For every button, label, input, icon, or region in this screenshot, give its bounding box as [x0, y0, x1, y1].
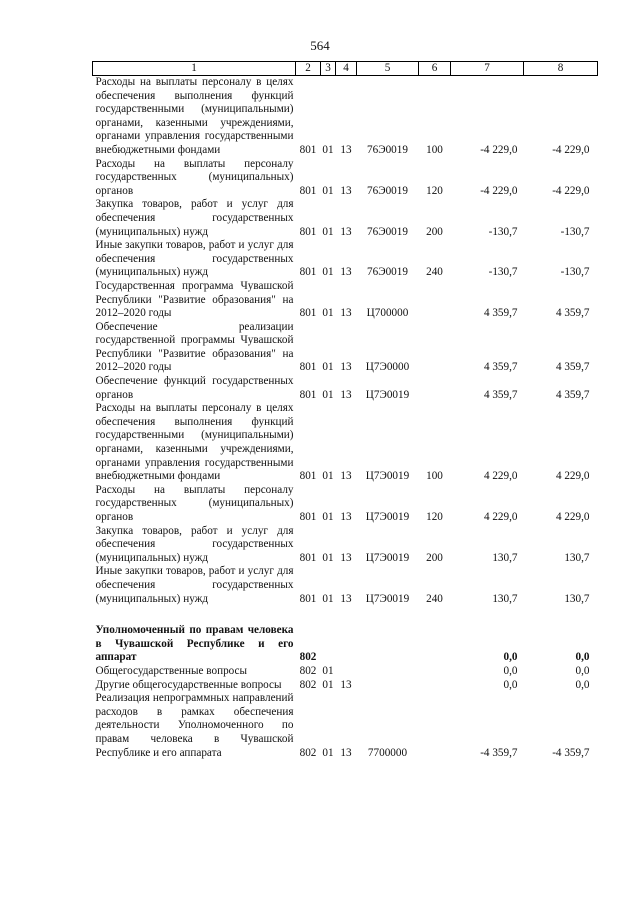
row-target: 76Э0019 [367, 184, 408, 197]
table-row [93, 76, 598, 158]
row-subsection: 13 [340, 143, 352, 156]
header-cell: 5 [357, 62, 419, 76]
row-code: 801 [299, 388, 317, 401]
row-amount-1: 0,0 [503, 664, 518, 677]
row-section: 01 [322, 307, 334, 320]
header-cell: 7 [451, 62, 524, 76]
row-type: 100 [426, 470, 443, 483]
row-subsection: 13 [340, 388, 352, 401]
row-target: 76Э0019 [367, 225, 408, 238]
row-type [419, 665, 451, 679]
row-amount-2: 130,7 [564, 592, 590, 605]
row-amount-1: 0,0 [503, 678, 518, 691]
row-target [357, 679, 419, 693]
row-name: Расходы на выплаты персоналу государственных (муниципальных) органов [95, 157, 294, 197]
row-section: 01 [322, 388, 334, 401]
row-target: 7700000 [367, 746, 408, 759]
row-target: Ц7Э0019 [365, 551, 410, 564]
table-row [93, 665, 598, 679]
row-name: Уполномоченный по правам человека в Чувашской Республике и его аппарат [95, 624, 294, 664]
row-amount-2: 4 359,7 [555, 361, 590, 374]
row-target [357, 624, 419, 665]
row-amount-2: 130,7 [564, 551, 590, 564]
row-name: Расходы на выплаты персоналу государственных (муниципальных) органов [95, 483, 294, 523]
row-target [357, 665, 419, 679]
row-name: Обеспечение функций государственных органов [95, 375, 294, 401]
row-target: Ц7Э0019 [365, 592, 410, 605]
row-target: 76Э0019 [367, 143, 408, 156]
row-subsection: 13 [340, 746, 352, 759]
row-section: 01 [322, 143, 334, 156]
row-code: 802 [299, 678, 317, 691]
row-target: 76Э0019 [367, 266, 408, 279]
table-row [93, 239, 598, 280]
row-code: 801 [299, 266, 317, 279]
table-row [93, 402, 598, 484]
row-type [419, 624, 451, 665]
row-code: 801 [299, 470, 317, 483]
row-amount-1: -4 229,0 [480, 143, 518, 156]
row-type [419, 280, 451, 321]
row-amount-2: 0,0 [575, 651, 590, 664]
row-subsection: 13 [340, 225, 352, 238]
row-subsection: 13 [340, 307, 352, 320]
row-name: Другие общегосударственные вопросы [95, 678, 282, 691]
row-amount-2: 0,0 [575, 678, 590, 691]
row-name: Расходы на выплаты персоналу в целях обеспечения выполнения функций государственными (муниципальными) органами, казенными учреждениями, органами управления государственными внебюджетными фондами [95, 402, 294, 483]
row-subsection [336, 624, 357, 665]
row-amount-2: -4 229,0 [552, 184, 590, 197]
table-row [93, 321, 598, 375]
table-row [93, 375, 598, 402]
row-subsection: 13 [340, 361, 352, 374]
header-cell: 1 [93, 62, 296, 76]
row-amount-1: -130,7 [488, 225, 518, 238]
row-subsection: 13 [340, 678, 352, 691]
table-row [93, 280, 598, 321]
table-row [93, 158, 598, 199]
row-name: Иные закупки товаров, работ и услуг для обеспечения государственных (муниципальных) нужд [95, 239, 294, 279]
row-name: Расходы на выплаты персоналу в целях обеспечения выполнения функций государственными (муниципальными) органами, казенными учреждениями, органами управления государственными внебюджетными фондами [95, 76, 294, 156]
row-amount-1: 4 359,7 [483, 361, 518, 374]
row-code: 801 [299, 511, 317, 523]
spacer-row [93, 606, 598, 624]
row-code: 801 [299, 592, 317, 605]
table-row [93, 624, 598, 665]
row-amount-2: 4 229,0 [555, 511, 590, 523]
row-type [419, 679, 451, 693]
row-amount-2: -130,7 [560, 225, 590, 238]
row-amount-2: 0,0 [575, 664, 590, 677]
row-code: 802 [299, 651, 317, 664]
row-section: 01 [322, 551, 334, 564]
page-number: 564 [310, 38, 330, 53]
row-amount-1: -130,7 [488, 266, 518, 279]
row-subsection: 13 [340, 592, 352, 605]
row-amount-1: -4 229,0 [480, 184, 518, 197]
row-target: Ц7Э0019 [365, 388, 410, 401]
row-subsection: 13 [340, 511, 352, 523]
row-target: Ц7Э0019 [365, 511, 410, 523]
row-type: 100 [426, 143, 443, 156]
row-code: 801 [299, 143, 317, 156]
row-subsection [336, 665, 357, 679]
row-amount-1: 130,7 [492, 592, 518, 605]
header-cell: 4 [336, 62, 357, 76]
row-amount-2: 4 229,0 [555, 470, 590, 483]
row-section: 01 [322, 511, 334, 523]
row-code: 801 [299, 361, 317, 374]
table-row [93, 692, 598, 760]
row-amount-1: 4 229,0 [483, 470, 518, 483]
table-row [93, 565, 598, 606]
header-cell: 3 [321, 62, 336, 76]
row-section: 01 [322, 361, 334, 374]
row-code: 802 [299, 664, 317, 677]
row-type [419, 321, 451, 375]
row-subsection: 13 [340, 184, 352, 197]
row-name: Государственная программа Чувашской Республики "Развитие образования" на 2012–2020 годы [95, 279, 294, 320]
row-target: Ц700000 [366, 307, 409, 320]
table-header-row [93, 62, 598, 76]
row-amount-2: -130,7 [560, 266, 590, 279]
row-name: Обеспечение реализации государственной программы Чувашской Республики "Развитие образования" на 2012–2020 годы [95, 320, 294, 374]
row-type [419, 375, 451, 402]
row-name: Общегосударственные вопросы [95, 664, 248, 677]
row-code: 801 [299, 551, 317, 564]
row-type: 240 [426, 266, 443, 279]
row-name: Закупка товаров, работ и услуг для обеспечения государственных (муниципальных) нужд [95, 524, 294, 564]
table-row [93, 679, 598, 693]
row-code: 802 [299, 746, 317, 759]
row-type: 200 [426, 551, 443, 564]
row-section: 01 [322, 470, 334, 483]
row-amount-2: 4 359,7 [555, 307, 590, 320]
row-type: 120 [426, 184, 443, 197]
table-row [93, 525, 598, 566]
row-name: Реализация непрограммных направлений расходов в рамках обеспечения деятельности Уполномоченного по правам человека в Чувашской Республике и его аппарата [95, 692, 294, 759]
row-name: Закупка товаров, работ и услуг для обеспечения государственных (муниципальных) нужд [95, 198, 294, 238]
budget-table [92, 61, 598, 760]
row-type: 200 [426, 225, 443, 238]
row-target: Ц7Э0019 [365, 470, 410, 483]
row-amount-1: 0,0 [503, 651, 518, 664]
header-cell: 8 [524, 62, 598, 76]
row-section: 01 [322, 678, 334, 691]
row-code: 801 [299, 307, 317, 320]
row-subsection: 13 [340, 551, 352, 564]
row-type [419, 692, 451, 760]
header-cell: 6 [419, 62, 451, 76]
row-section: 01 [322, 266, 334, 279]
row-section [321, 624, 336, 665]
row-amount-2: -4 229,0 [552, 143, 590, 156]
row-amount-2: -4 359,7 [552, 746, 590, 759]
row-section: 01 [322, 225, 334, 238]
row-section: 01 [322, 664, 334, 677]
row-target: Ц7Э0000 [365, 361, 410, 374]
row-amount-1: 4 359,7 [483, 388, 518, 401]
row-subsection: 13 [340, 470, 352, 483]
row-amount-1: 4 229,0 [483, 511, 518, 523]
row-type: 120 [426, 511, 443, 523]
table-row [93, 484, 598, 525]
row-section: 01 [322, 746, 334, 759]
row-amount-1: -4 359,7 [480, 746, 518, 759]
row-subsection: 13 [340, 266, 352, 279]
row-amount-1: 130,7 [492, 551, 518, 564]
row-amount-2: 4 359,7 [555, 388, 590, 401]
table-row [93, 198, 598, 239]
row-code: 801 [299, 225, 317, 238]
row-type: 240 [426, 592, 443, 605]
header-cell: 2 [296, 62, 321, 76]
row-section: 01 [322, 184, 334, 197]
row-section: 01 [322, 592, 334, 605]
row-code: 801 [299, 184, 317, 197]
row-amount-1: 4 359,7 [483, 307, 518, 320]
row-name: Иные закупки товаров, работ и услуг для обеспечения государственных (муниципальных) нужд [95, 565, 294, 605]
